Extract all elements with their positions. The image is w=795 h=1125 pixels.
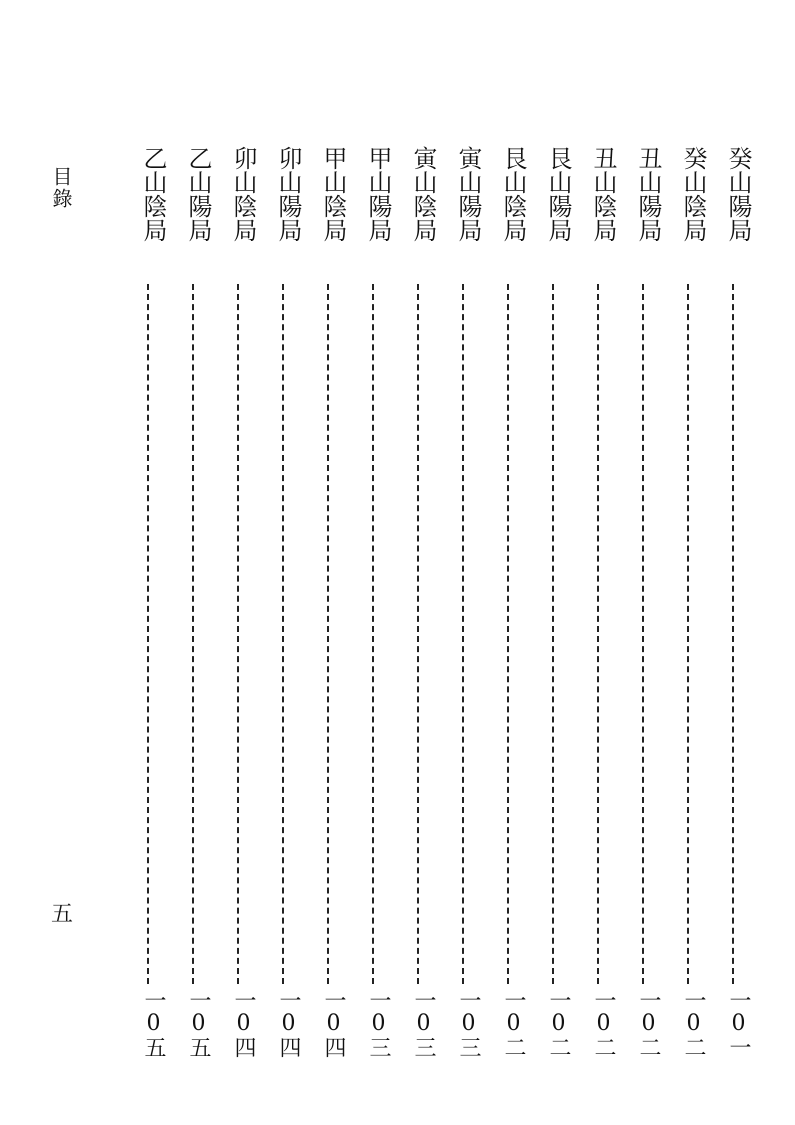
toc-entry[interactable] — [218, 146, 258, 1076]
entry-title: 癸山陰局 — [679, 146, 707, 242]
entry-title: 丑山陰局 — [589, 146, 617, 242]
entry-title: 甲山陽局 — [364, 146, 392, 242]
dotted-leader — [237, 284, 239, 984]
dotted-leader — [327, 284, 329, 984]
entry-title: 乙山陽局 — [184, 146, 212, 242]
entry-page-number: 一0二 — [681, 989, 706, 1058]
toc-entry[interactable] — [488, 146, 528, 1076]
table-of-contents — [128, 146, 753, 1076]
entry-page-number: 一0二 — [501, 989, 526, 1058]
toc-entry[interactable] — [623, 146, 663, 1076]
entry-title: 卯山陽局 — [274, 146, 302, 242]
entry-title: 艮山陽局 — [544, 146, 572, 242]
toc-entry[interactable] — [533, 146, 573, 1076]
entry-page-number: 一0二 — [591, 989, 616, 1058]
entry-page-number: 一0二 — [636, 989, 661, 1058]
entry-page-number: 一0五 — [141, 989, 166, 1058]
dotted-leader — [687, 284, 689, 984]
entry-page-number: 一0一 — [726, 989, 751, 1058]
toc-entry[interactable] — [713, 146, 753, 1076]
dotted-leader — [372, 284, 374, 984]
toc-entry[interactable] — [578, 146, 618, 1076]
entry-title: 艮山陰局 — [499, 146, 527, 242]
entry-title: 寅山陽局 — [454, 146, 482, 242]
entry-title: 癸山陽局 — [724, 146, 752, 242]
page-number: 五 — [50, 902, 73, 927]
entry-page-number: 一0四 — [231, 989, 256, 1058]
entry-page-number: 一0五 — [186, 989, 211, 1058]
toc-entry[interactable] — [668, 146, 708, 1076]
toc-entry[interactable] — [398, 146, 438, 1076]
entry-title: 甲山陰局 — [319, 146, 347, 242]
entry-title: 丑山陽局 — [634, 146, 662, 242]
entry-page-number: 一0三 — [456, 989, 481, 1058]
entry-page-number: 一0四 — [321, 989, 346, 1058]
toc-entry[interactable] — [308, 146, 348, 1076]
entry-page-number: 一0三 — [366, 989, 391, 1058]
toc-entry[interactable] — [128, 146, 168, 1076]
entry-title: 卯山陰局 — [229, 146, 257, 242]
dotted-leader — [732, 284, 734, 984]
dotted-leader — [462, 284, 464, 984]
toc-entry[interactable] — [443, 146, 483, 1076]
entry-title: 乙山陰局 — [139, 146, 167, 242]
dotted-leader — [507, 284, 509, 984]
dotted-leader — [147, 284, 149, 984]
entry-title: 寅山陰局 — [409, 146, 437, 242]
dotted-leader — [552, 284, 554, 984]
toc-entry[interactable] — [173, 146, 213, 1076]
entry-page-number: 一0三 — [411, 989, 436, 1058]
dotted-leader — [282, 284, 284, 984]
dotted-leader — [642, 284, 644, 984]
toc-entry[interactable] — [353, 146, 393, 1076]
toc-entry[interactable] — [263, 146, 303, 1076]
section-label: 目錄 — [49, 166, 73, 210]
dotted-leader — [417, 284, 419, 984]
dotted-leader — [597, 284, 599, 984]
dotted-leader — [192, 284, 194, 984]
entry-page-number: 一0四 — [276, 989, 301, 1058]
entry-page-number: 一0二 — [546, 989, 571, 1058]
